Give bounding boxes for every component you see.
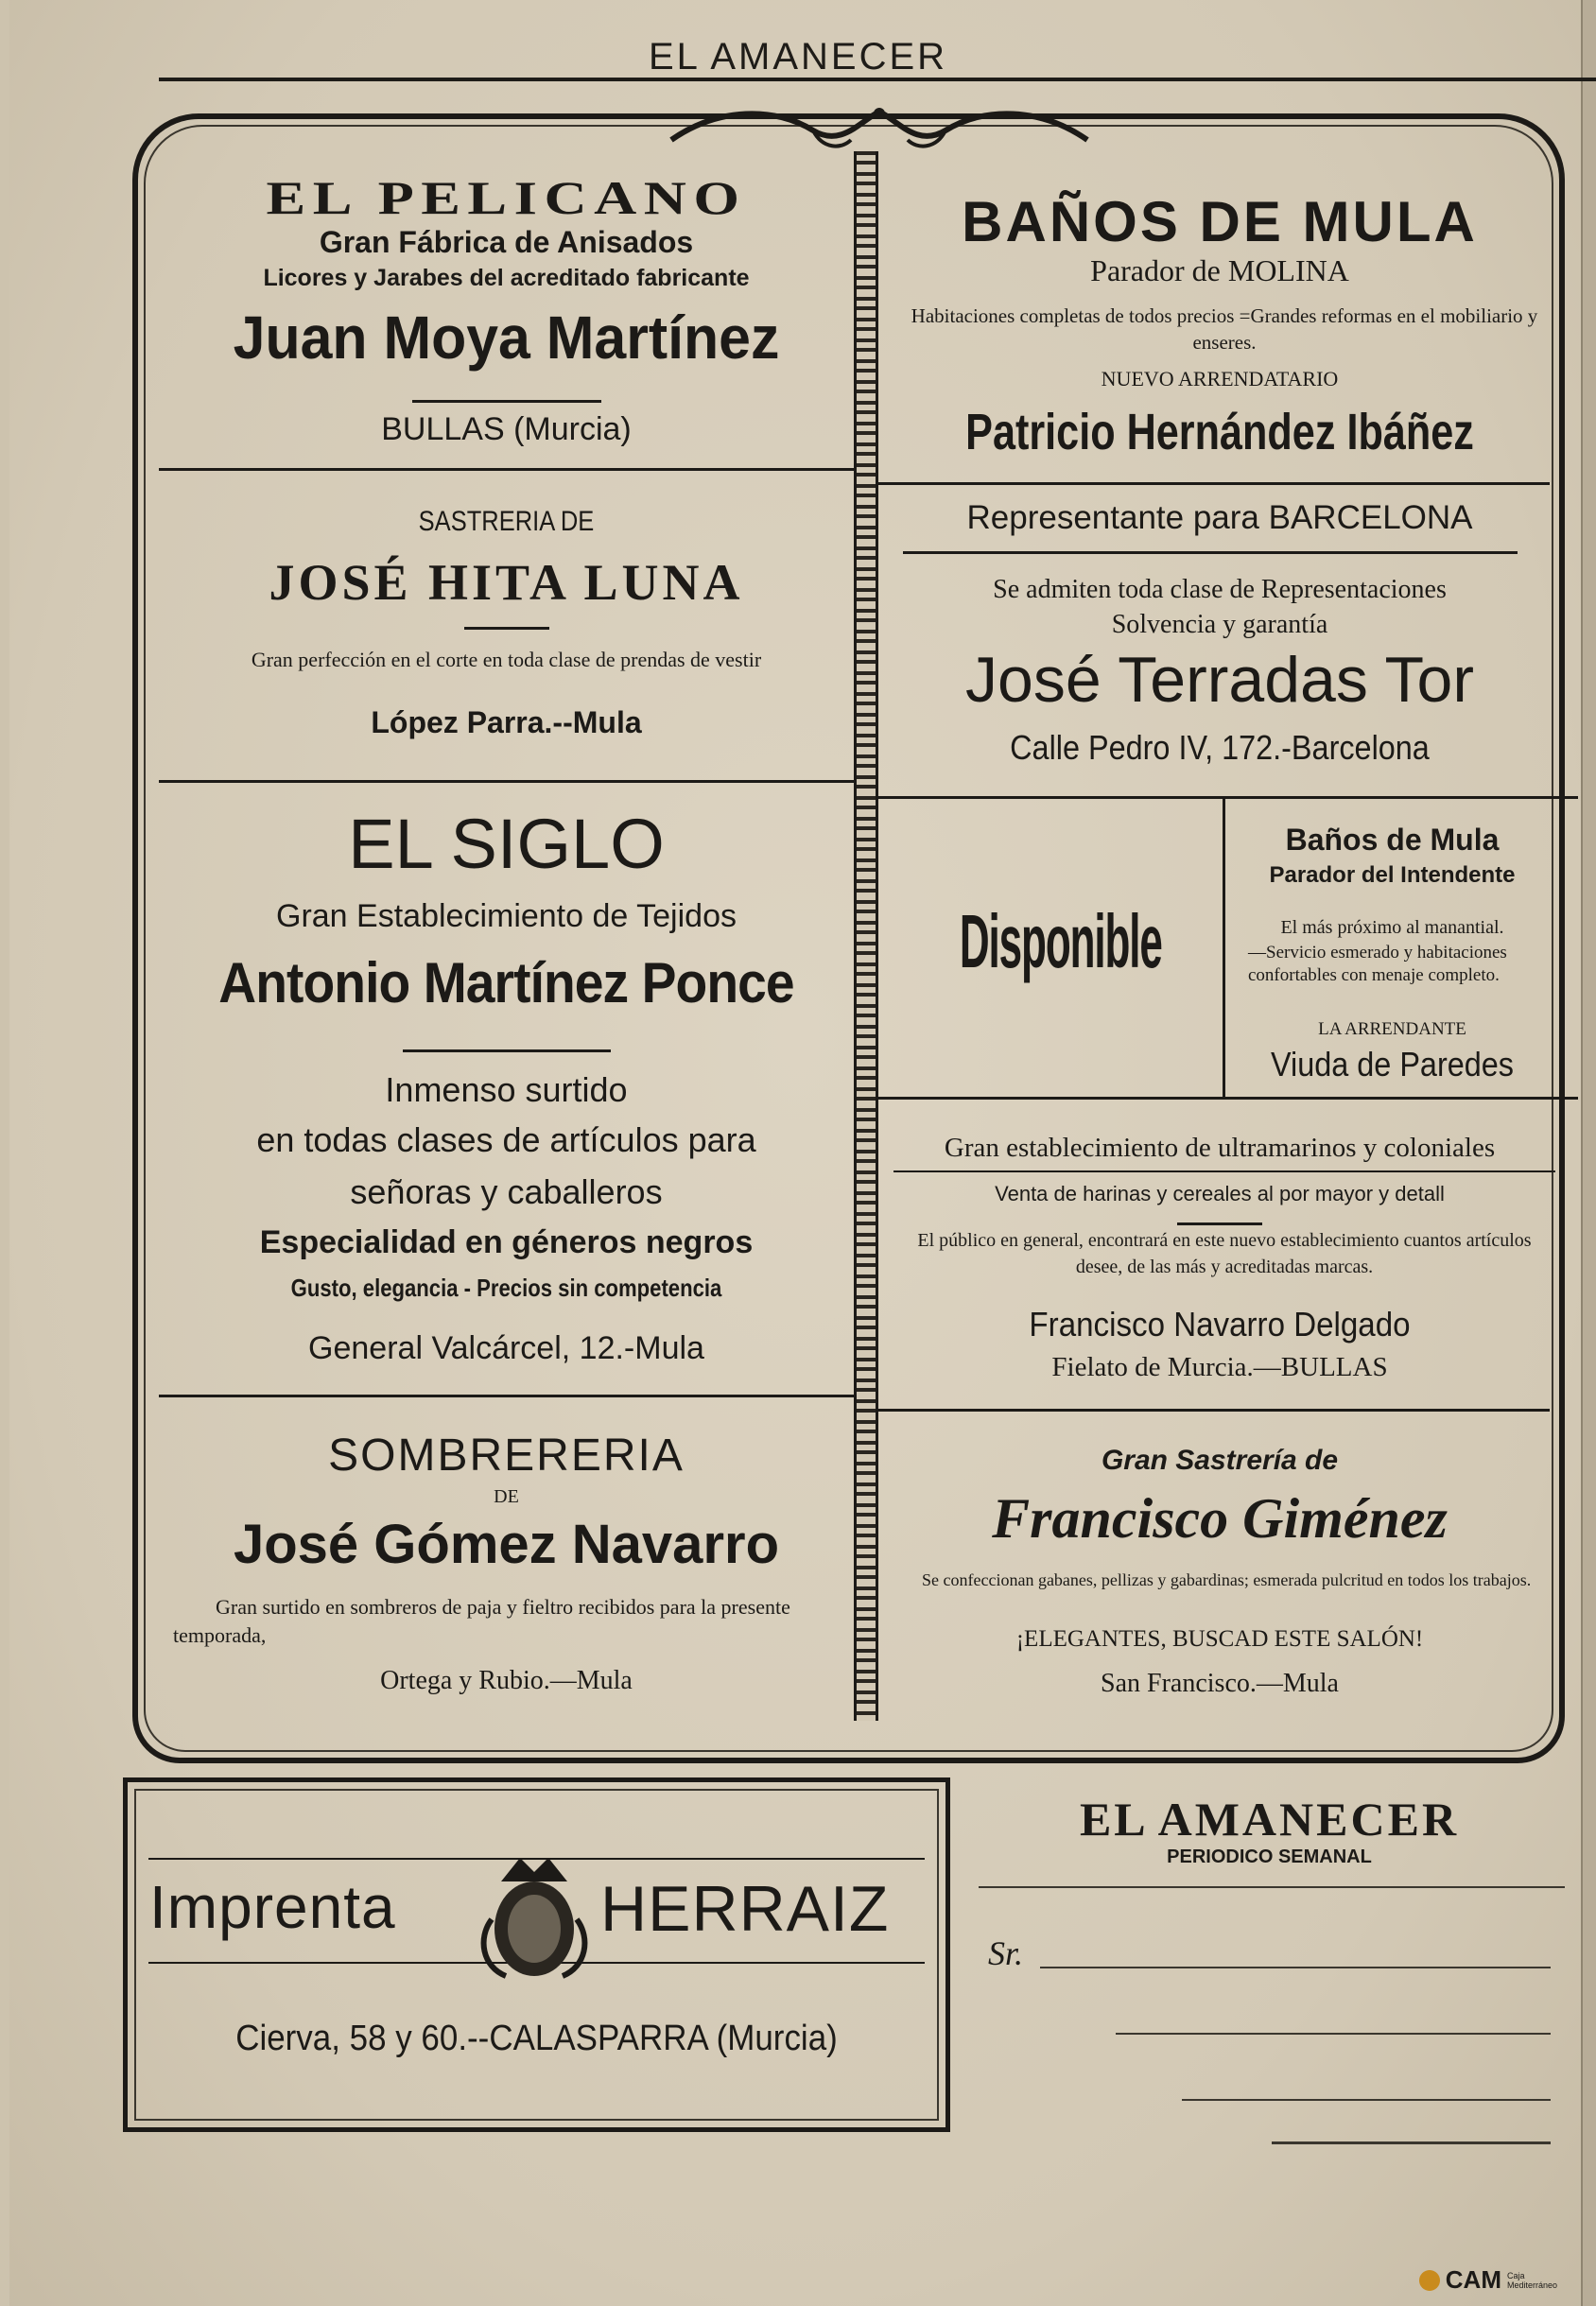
ad-de: DE	[494, 1486, 519, 1507]
ad-banos-intendente	[1229, 813, 1555, 1097]
ad-owner: Patricio Hernández Ibáñez	[965, 404, 1474, 460]
ad-line: Se admiten toda clase de Representaciones	[993, 575, 1447, 604]
cam-logo-text: CAM	[1445, 2265, 1501, 2294]
ad-owner: José Gómez Navarro	[233, 1514, 780, 1575]
ad-line: Licores y Jarabes del acreditado fabricante	[263, 265, 750, 291]
ad-address: Ortega y Rubio.—Mula	[380, 1666, 633, 1695]
divider	[159, 1042, 854, 1059]
ad-el-pelicano	[159, 161, 854, 463]
ad-slogan: Gusto, elegancia - Precios sin competencia	[290, 1274, 722, 1302]
divider	[159, 392, 854, 409]
ad-label: NUEVO ARRENDATARIO	[1101, 367, 1339, 390]
imprenta-word: Imprenta	[149, 1873, 396, 1941]
rule	[159, 780, 854, 783]
address-line	[1040, 1967, 1551, 1968]
cam-logo-icon	[1419, 2270, 1440, 2291]
masthead: EL AMANECER	[648, 36, 948, 78]
ad-address: Fielato de Murcia.—BULLAS	[1051, 1352, 1388, 1382]
ad-address: Calle Pedro IV, 172.-Barcelona	[1010, 728, 1430, 767]
ad-text: —Servicio esmerado y habitaciones confortables con menaje completo.	[1248, 943, 1507, 985]
ad-specialty: Especialidad en géneros negros	[259, 1224, 754, 1260]
ad-address: López Parra.--Mula	[371, 705, 642, 739]
rule	[878, 796, 1578, 799]
ad-slogan: ¡ELEGANTES, BUSCAD ESTE SALÓN!	[1015, 1626, 1424, 1652]
ad-owner: Francisco Giménez	[992, 1487, 1448, 1550]
rule	[979, 1886, 1565, 1888]
ad-text: Gran perfección en el corte en toda clase de prendas de vestir	[251, 648, 762, 671]
rule	[893, 1170, 1555, 1172]
rule	[878, 1097, 1578, 1100]
ad-text: Gran surtido en sombreros de paja y fieltro recibidos para la presente temporada,	[173, 1595, 790, 1647]
rule	[878, 482, 1550, 485]
ad-sastreria-hita	[159, 492, 854, 775]
page-edge-left	[0, 0, 9, 2306]
mailing-salutation: Sr.	[988, 1934, 1024, 1972]
masthead-rule	[159, 78, 1596, 81]
coat-of-arms-icon	[473, 1844, 596, 1985]
ad-text: El público en general, encontrará en este nuevo establecimiento cuantos artículos desee, de las más y acreditadas marcas.	[917, 1230, 1532, 1277]
ad-address: San Francisco.—Mula	[1101, 1669, 1339, 1698]
ad-terradas	[884, 492, 1555, 794]
ad-name: BAÑOS DE MULA	[962, 190, 1478, 253]
ad-title: SOMBRERERIA	[328, 1430, 685, 1481]
ad-line: Gran Fábrica de Anisados	[319, 225, 694, 259]
ad-line: en todas clases de artículos para	[256, 1120, 756, 1159]
ad-name: Baños de Mula	[1285, 823, 1500, 857]
ad-owner: JOSÉ HITA LUNA	[269, 554, 744, 611]
rule	[159, 1395, 854, 1397]
rule	[878, 1409, 1550, 1412]
mailing-title: EL AMANECER	[1079, 1793, 1460, 1846]
ad-text: El más próximo al manantial.	[1280, 917, 1504, 938]
ad-text: Se confeccionan gabanes, pellizas y gabardinas; esmerada pulcritud en todos los trabajos.	[922, 1570, 1532, 1589]
ad-name: EL PELICANO	[266, 171, 747, 224]
address-line	[1116, 2033, 1551, 2035]
ad-owner: José Terradas Tor	[965, 644, 1474, 716]
imprenta-name: HERRAIZ	[600, 1873, 890, 1945]
rule	[159, 468, 854, 471]
ad-sastreria-gimenez	[884, 1428, 1555, 1721]
ad-line: Inmenso surtido	[385, 1070, 628, 1109]
ad-owner: Viuda de Paredes	[1270, 1045, 1515, 1084]
ad-address: BULLAS (Murcia)	[381, 411, 632, 447]
cam-badge-text: Caja Mediterráneo	[1507, 2270, 1558, 2290]
ad-label: LA ARRENDANTE	[1318, 1019, 1466, 1039]
ad-line: Solvencia y garantía	[1111, 610, 1328, 639]
address-line	[1182, 2099, 1551, 2101]
ad-el-siglo	[159, 794, 854, 1390]
ad-address: Cierva, 58 y 60.--CALASPARRA (Murcia)	[235, 2019, 838, 2058]
ad-sub: Parador de MOLINA	[1090, 253, 1349, 287]
ad-name: EL SIGLO	[348, 805, 665, 883]
ad-owner: Francisco Navarro Delgado	[1029, 1305, 1411, 1344]
ad-sub: Parador del Intendente	[1269, 862, 1516, 888]
ad-sub: Gran Establecimiento de Tejidos	[276, 898, 737, 934]
rule	[1223, 799, 1225, 1100]
cam-badge	[1419, 2265, 1573, 2295]
page-edge-right	[1581, 0, 1596, 2306]
ad-title: SASTRERIA DE	[418, 506, 595, 537]
ad-title: Representante para BARCELONA	[966, 499, 1473, 536]
mailing-label	[974, 1792, 1565, 2132]
mailing-sub: PERIODICO SEMANAL	[1167, 1847, 1372, 1867]
ad-address: General Valcárcel, 12.-Mula	[308, 1330, 704, 1366]
ad-disponible-text: Disponible	[959, 899, 1162, 983]
column-divider-ornament	[854, 151, 878, 1721]
address-line	[1272, 2141, 1551, 2144]
ad-sub: Venta de harinas y cereales al por mayor y detall	[995, 1182, 1445, 1205]
ad-owner: Antonio Martínez Ponce	[218, 951, 794, 1014]
ad-title: Gran establecimiento de ultramarinos y coloniales	[944, 1133, 1496, 1163]
ad-owner: Juan Moya Martínez	[233, 303, 780, 372]
ad-banos-molina	[889, 180, 1551, 482]
ad-title: Gran Sastrería de	[1101, 1445, 1339, 1476]
ad-disponible	[884, 804, 1220, 1092]
ad-text: Habitaciones completas de todos precios =Grandes reformas en el mobiliario y enseres.	[911, 304, 1538, 354]
ad-sombrereria	[159, 1418, 854, 1721]
divider	[159, 619, 854, 636]
top-scroll-ornament	[662, 102, 1097, 159]
ad-line: señoras y caballeros	[350, 1172, 663, 1211]
ad-ultramarinos	[884, 1116, 1555, 1399]
